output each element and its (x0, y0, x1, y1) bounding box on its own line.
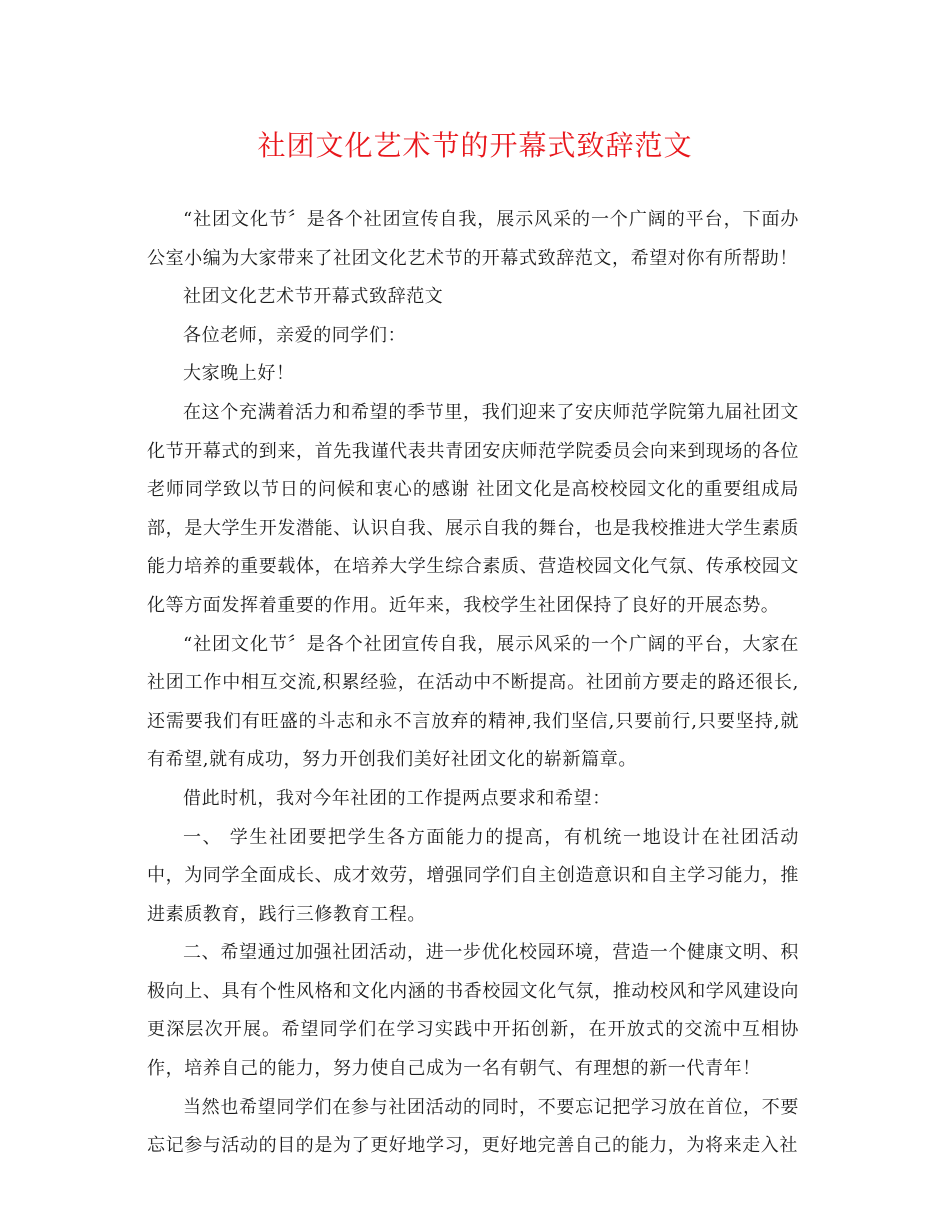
paragraph-salutation: 各位老师，亲爱的同学们： (183, 324, 407, 346)
paragraph-requirements-intro: 借此时机，我对今年社团的工作提两点要求和希望： (183, 787, 611, 809)
paragraph-study-reminder: 当然也希望同学们在参与社团活动的同时，不要忘记把学习放在首位，不要忘记参与活动的目的是为了更好地学习，更好地完善自己的能力，为将来走入社 (147, 1096, 799, 1157)
paragraph-greeting: 大家晚上好！ (183, 363, 295, 385)
paragraph-requirement-one: 一、 学生社团要把学生各方面能力的提高，有机统一地设计在社团活动中，为同学全面成长、成才效劳，增强同学们自主创造意识和自主学习能力，推进素质教育，践行三修教育工程。 (147, 826, 799, 925)
document-body (147, 201, 799, 1166)
paragraph-intro: “社团文化节〞是各个社团宣传自我，展示风采的一个广阔的平台，下面办公室小编为大家带来了社团文化艺术节的开幕式致辞范文，希望对你有所帮助！ (147, 209, 799, 269)
paragraph-subtitle: 社团文化艺术节开幕式致辞范文 (183, 286, 444, 308)
paragraph-platform: “社团文化节〞是各个社团宣传自我，展示风采的一个广阔的平台，大家在社团工作中相互交流,积累经验，在活动中不断提高。社团前方要走的路还很长,还需要我们有旺盛的斗志和永不言放弃的精神,我们坚信,只要前行,只要坚持,就有希望,就有成功，努力开创我们美好社团文化的崭新篇章。 (147, 633, 799, 771)
document-title: 社团文化艺术节的开幕式致辞范文 (257, 129, 693, 162)
paragraph-requirement-two: 二、希望通过加强社团活动，进一步优化校园环境，营造一个健康文明、积极向上、具有个性风格和文化内涵的书香校园文化气氛，推动校风和学风建设向更深层次开展。希望同学们在学习实践中开拓创新，在开放式的交流中互相协作，培养自己的能力，努力使自己成为一名有朝气、有理想的新一代青年！ (147, 942, 799, 1080)
paragraph-opening: 在这个充满着活力和希望的季节里，我们迎来了安庆师范学院第九届社团文化节开幕式的到来，首先我谨代表共青团安庆师范学院委员会向来到现场的各位老师同学致以节日的问候和衷心的感谢 社团文化是高校校园文化的重要组成局部，是大学生开发潜能、认识自我、展示自我的舞台，也是我校推进大学生素质能力培养的重要载体，在培养大学生综合素质、营造校园文化气氛、传承校园文化等方面发挥着重要的作用。近年来，我校学生社团保持了良好的开展态势。 (147, 401, 799, 616)
